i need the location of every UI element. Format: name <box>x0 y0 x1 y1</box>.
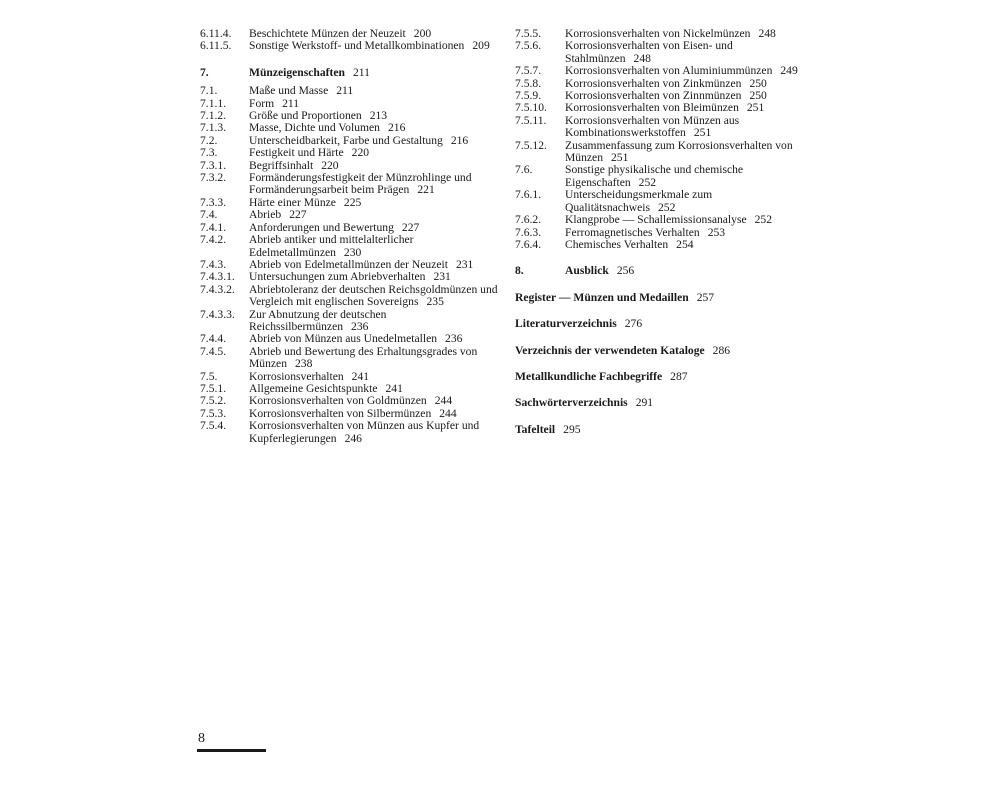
toc-entry-number: 7.4.4. <box>200 332 227 346</box>
toc-entry-label: Abrieb von Edelmetallmünzen der Neuzeit <box>249 257 448 271</box>
toc-entry-number: 7.6.3. <box>515 225 542 239</box>
toc-entry-number: 7.2. <box>200 133 218 147</box>
toc-entry-label: Sonstige physikalische und chemische Eigenschaften <box>565 163 744 189</box>
toc-entry-label: Maße und Masse <box>249 84 329 98</box>
toc-entry-label: Unterscheidungsmerkmale zum Qualitätsnachweis <box>565 188 713 214</box>
toc-entry-label: Allgemeine Gesichtspunkte <box>249 381 378 395</box>
toc-entry-page: 209 <box>472 39 490 53</box>
toc-entry-label: Form <box>249 96 275 110</box>
toc-entry-label: Korrosionsverhalten von Zinnmünzen <box>565 89 742 103</box>
toc-entry-label: Metallkundliche Fachbegriffe <box>515 369 663 383</box>
toc-entry-number: 7.5.7. <box>515 64 542 78</box>
toc-entry-page: 241 <box>351 369 370 383</box>
toc-entry-page: 244 <box>439 406 457 420</box>
toc-entry <box>200 40 500 52</box>
toc-entry-title <box>565 265 810 277</box>
toc-entry <box>200 284 500 309</box>
toc-entry-label: Korrosionsverhalten von Zinkmünzen <box>565 76 742 90</box>
toc-entry-page: 235 <box>426 295 444 309</box>
toc-entry-label: Sonstige Werkstoff- und Metallkombinationen <box>249 39 465 53</box>
toc-entry-label: Korrosionsverhalten von Eisen- und Stahlmünzen <box>565 39 733 65</box>
toc-entry-page: 256 <box>616 264 635 278</box>
toc-entry-label: Chemisches Verhalten <box>565 237 669 251</box>
toc-entry <box>515 115 810 140</box>
toc-backmatter-entry <box>515 292 810 304</box>
toc-entry <box>200 420 500 445</box>
toc-entry <box>200 309 500 334</box>
toc-entry-label: Masse, Dichte und Volumen <box>249 121 380 135</box>
toc-entry-label: Festigkeit und Härte <box>249 146 344 160</box>
toc-spacer <box>515 357 810 371</box>
toc-entry-number: 7.1.2. <box>200 109 227 123</box>
toc-entry-page: 216 <box>387 121 406 135</box>
toc-entry-label: Abrieb und Bewertung des Erhaltungsgrades von Münzen <box>249 344 478 371</box>
toc-entry-label: Anforderungen und Bewertung <box>249 220 394 234</box>
toc-entry-page: 211 <box>282 96 300 110</box>
toc-entry-page: 225 <box>343 195 362 209</box>
toc-spacer <box>515 304 810 318</box>
toc-entry-label: Korrosionsverhalten von Silbermünzen <box>249 406 432 420</box>
toc-entry-label: Korrosionsverhalten von Aluminiummünzen <box>565 64 773 78</box>
toc-entry-page: 230 <box>343 245 362 259</box>
toc-entry <box>200 172 500 197</box>
toc-entry-page: 236 <box>351 319 369 333</box>
toc-entry-label: Abrieb von Münzen aus Unedelmetallen <box>249 332 438 346</box>
toc-entry-page: 241 <box>385 381 403 395</box>
toc-chapter-entry <box>200 67 500 79</box>
toc-entry <box>515 189 810 214</box>
toc-entry-title <box>565 140 810 165</box>
toc-entry-number: 7.6. <box>515 163 533 177</box>
toc-entry-title <box>565 164 810 189</box>
toc-entry-number: 6.11.4. <box>200 27 232 40</box>
toc-entry-title <box>249 420 500 445</box>
toc-entry-page: 221 <box>417 183 435 197</box>
toc-entry-number: 7.6.4. <box>515 237 542 251</box>
toc-entry-number: 7.5.9. <box>515 89 542 103</box>
toc-entry-label: Korrosionsverhalten von Goldmünzen <box>249 394 427 408</box>
toc-entry <box>200 197 500 209</box>
toc-entry-title <box>249 346 500 371</box>
toc-entry <box>200 346 500 371</box>
toc-entry-page: 250 <box>749 89 767 103</box>
toc-entry-page: 286 <box>712 343 731 357</box>
toc-entry-label: Klangprobe — Schallemissionsanalyse <box>565 213 747 227</box>
toc-entry-label: Formänderungsfestigkeit der Münzrohlinge und Formänderungsarbeit beim Prägen <box>249 171 472 197</box>
toc-entry <box>200 85 500 97</box>
toc-entry-page: 252 <box>754 213 772 227</box>
toc-backmatter-entry <box>515 345 810 357</box>
toc-entry-page: 250 <box>749 76 767 90</box>
toc-entry-page: 227 <box>401 220 420 234</box>
toc-entry-page: 246 <box>344 431 362 445</box>
toc-spacer <box>515 251 810 265</box>
toc-entry-number: 7.1.3. <box>200 121 227 135</box>
toc-entry-label: Ferromagnetisches Verhalten <box>565 225 700 239</box>
toc-entry <box>515 140 810 165</box>
toc-entry-number: 7.5.3. <box>200 406 227 420</box>
toc-entry-page: 200 <box>413 27 432 40</box>
toc-entry-number: 7.4.3.3. <box>200 307 235 321</box>
toc-entry-number: 7.1.1. <box>200 96 227 110</box>
toc-entry-title <box>249 309 500 334</box>
toc-entry-label: Beschichtete Münzen der Neuzeit <box>249 27 406 40</box>
toc-entry-title <box>565 189 810 214</box>
toc-entry-number: 7.4.3.2. <box>200 282 235 296</box>
toc-entry-number: 7.3.1. <box>200 158 227 172</box>
toc-entry-number: 7.6.1. <box>515 188 542 202</box>
toc-entry-page: 216 <box>450 133 469 147</box>
toc-entry-number: 7.5.6. <box>515 39 542 53</box>
toc-entry-label: Ausblick <box>565 264 609 278</box>
toc-entry <box>200 147 500 159</box>
toc-backmatter-entry <box>515 318 810 330</box>
toc-entry-title <box>249 284 500 309</box>
toc-entry-label: Abriebtoleranz der deutschen Reichsgoldmünzen und Vergleich mit englischen Sovereigns <box>249 282 498 309</box>
toc-entry-title <box>565 239 810 251</box>
toc-entry-page: 291 <box>635 396 654 410</box>
toc-entry-page: 249 <box>780 64 798 78</box>
toc-entry-label: Größe und Proportionen <box>249 109 362 123</box>
toc-entry-label: Korrosionsverhalten von Münzen aus Kupfer und Kupferlegierungen <box>249 419 480 445</box>
toc-backmatter-entry <box>515 424 810 436</box>
toc-entry-number: 7.3.2. <box>200 171 227 185</box>
toc-entry <box>515 239 810 251</box>
toc-entry-page: 254 <box>676 237 694 251</box>
toc-entry <box>515 164 810 189</box>
toc-entry-label: Korrosionsverhalten von Nickelmünzen <box>565 27 751 40</box>
toc-entry-title <box>249 85 500 97</box>
toc-entry-page: 287 <box>670 369 688 383</box>
toc-entry-page: 252 <box>638 175 657 189</box>
toc-entry <box>200 234 500 259</box>
toc-entry-page: 252 <box>658 200 676 214</box>
toc-entry-number: 7.3. <box>200 146 218 160</box>
toc-entry-number: 7.4.5. <box>200 344 227 358</box>
page-number: 8 <box>198 731 205 746</box>
toc-entry-page: 248 <box>758 27 776 40</box>
toc-back-matter <box>515 278 810 436</box>
toc-entry-number: 7.5.2. <box>200 394 227 408</box>
toc-backmatter-entry <box>515 371 810 383</box>
toc-entry-label: Münzeigenschaften <box>249 65 345 79</box>
toc-entry-page: 220 <box>321 158 339 172</box>
toc-spacer <box>515 383 810 397</box>
toc-entry-page: 211 <box>352 65 370 79</box>
toc-entry-page: 213 <box>369 109 388 123</box>
toc-entry-label: Literaturverzeichnis <box>515 317 617 331</box>
toc-spacer <box>515 410 810 424</box>
toc-entry-label: Abrieb antiker und mittelalterlicher Edelmetallmünzen <box>249 233 414 259</box>
toc-entry-label: Sachwörterverzeichnis <box>515 396 628 410</box>
toc-entry-page: 220 <box>351 146 370 160</box>
toc-entry-title <box>565 115 810 140</box>
toc-entry-number: 8. <box>515 264 524 278</box>
toc-entry-page: 276 <box>624 317 643 331</box>
toc-entry <box>515 40 810 65</box>
toc-entry-page: 295 <box>563 422 581 436</box>
toc-entry-page: 238 <box>295 357 313 371</box>
toc-left-column <box>200 28 500 445</box>
toc-entry-number: 7.4.3.1. <box>200 270 235 284</box>
toc-entry-number: 7.5.8. <box>515 76 542 90</box>
toc-entry-page: 236 <box>445 332 463 346</box>
toc-entry-page: 227 <box>289 208 307 222</box>
toc-entry-label: Register — Münzen und Medaillen <box>515 290 689 304</box>
toc-entry-page: 231 <box>433 270 451 284</box>
toc-entry-title <box>565 40 810 65</box>
toc-entry-page: 244 <box>434 394 453 408</box>
toc-entry-number: 7.4.3. <box>200 257 227 271</box>
toc-entry-number: 7.5.11. <box>515 113 547 127</box>
toc-entry-page: 257 <box>696 290 715 304</box>
toc-entry-number: 7.5.12. <box>515 138 547 152</box>
toc-entry-number: 7.4.1. <box>200 220 227 234</box>
toc-entry-number: 7.5.4. <box>200 419 227 433</box>
toc-right-column <box>515 28 810 436</box>
page-number-rule <box>197 749 266 752</box>
toc-entry-number: 7.6.2. <box>515 213 542 227</box>
toc-entry-label: Zusammenfassung zum Korrosionsverhalten von Münzen <box>565 138 793 165</box>
toc-chapter-entry <box>515 265 810 277</box>
toc-entry-number: 7.4.2. <box>200 233 227 247</box>
toc-entry-page: 251 <box>693 126 712 140</box>
toc-entry-title <box>249 172 500 197</box>
toc-entry-number: 7.4. <box>200 208 218 222</box>
toc-entry-number: 7.5.1. <box>200 381 227 395</box>
toc-spacer <box>515 331 810 345</box>
toc-entry-title <box>249 197 500 209</box>
toc-entry-number: 7.3.3. <box>200 195 227 209</box>
toc-entry-page: 231 <box>455 257 474 271</box>
toc-entry-label: Untersuchungen zum Abriebverhalten <box>249 270 426 284</box>
toc-entry-number: 7. <box>200 65 209 79</box>
toc-entry-label: Zur Abnutzung der deutschen Reichssilbermünzen <box>249 307 387 333</box>
toc-entry-title <box>249 40 500 52</box>
toc-entry-label: Begriffsinhalt <box>249 158 314 172</box>
toc-entry-page: 211 <box>336 84 354 98</box>
toc-entry-number: 7.5. <box>200 369 218 383</box>
toc-entry <box>200 135 500 147</box>
toc-backmatter-entry <box>515 397 810 409</box>
toc-entry-number: 7.5.10. <box>515 101 547 115</box>
toc-right-entries <box>515 28 810 278</box>
toc-entry-number: 7.1. <box>200 84 218 98</box>
toc-entry-label: Tafelteil <box>515 422 556 436</box>
toc-entry-number: 7.5.5. <box>515 27 542 40</box>
toc-entry-page: 251 <box>611 151 629 165</box>
toc-entry-page: 248 <box>633 51 651 65</box>
toc-entry-page: 253 <box>707 225 726 239</box>
toc-spacer <box>515 278 810 292</box>
toc-entry-label: Unterscheidbarkeit, Farbe und Gestaltung <box>249 133 443 147</box>
toc-spacer <box>200 53 500 67</box>
toc-entry-title <box>249 67 500 79</box>
toc-entry-label: Korrosionsverhalten <box>249 369 344 383</box>
toc-entry-label: Korrosionsverhalten von Münzen aus Kombinationswerkstoffen <box>565 113 740 140</box>
toc-entry-number: 6.11.5. <box>200 39 232 53</box>
toc-entry-page: 251 <box>746 101 765 115</box>
toc-entry-label: Härte einer Münze <box>249 195 336 209</box>
toc-entry-label: Abrieb <box>249 208 282 222</box>
toc-entry-label: Korrosionsverhalten von Bleimünzen <box>565 101 739 115</box>
toc-entry-label: Verzeichnis der verwendeten Kataloge <box>515 343 705 357</box>
toc-entry-title <box>249 234 500 259</box>
